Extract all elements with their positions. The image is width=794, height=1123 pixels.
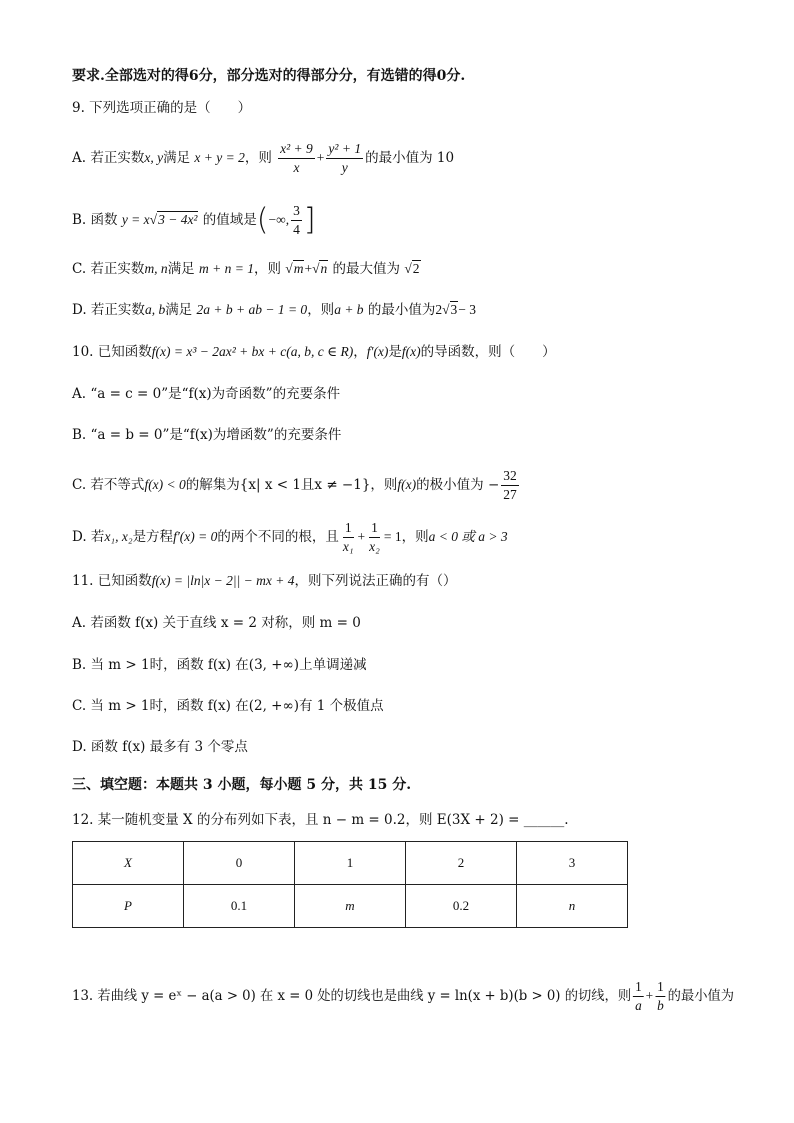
q9-option-b [72,202,316,239]
q9a-plus: + [316,150,325,165]
q12-stem: 12. 某一随机变量 X 的分布列如下表，且 n − m = 0.2，则 E(3X + 2) = ______. [72,812,569,828]
table-cell: X [73,842,184,885]
q9a-vars: x, y [144,150,164,165]
q9d-expr: a + b [334,302,364,317]
q9b-right-bracket: ] [303,202,316,238]
q10d-frac-1: $\frac{1}{\text{x₁}}$ [342,520,354,554]
q13-stem: 13. 若曲线 y = eˣ − a(a > 0) 在 x = 0 处的切线也是曲线 y = ln(x + b)(b > 0) 的切线，则 $\frac{1}{a}$ + $\frac{1}{b}$ 的最小值为 [72,979,735,1013]
q9a-cond: x + y = 2 [194,150,245,165]
q9c-vars: m, n [144,261,168,276]
table-cell: 3 [517,842,628,885]
q9c-label: C. 若正实数 [72,261,145,277]
q10c-frac: $\frac{32}{27}$ [503,468,517,502]
q9d-cond-text: 满足 [165,302,193,318]
scoring-note: 要求.全部选对的得6分，部分选对的得部分分，有选错的得0分. [72,68,466,84]
q10-option-c: C. 若不等式f(x) < 0的解集为{x| x < 1且x ≠ −1}，则f(x)的极小值为 − $\frac{32}{27}$ [72,468,517,502]
distribution-table [72,841,628,928]
q11-stem: 11. 已知函数f(x) = |ln|x − 2|| − mx + 4，则下列说法正确的有（） [72,573,457,589]
q11-option-c: C. 当 m > 1时，函数 f(x) 在(2, +∞)有 1 个极值点 [72,698,384,714]
q9b-mid: 的值域是 [202,212,257,228]
q9b-left-paren: ( [256,202,269,238]
table-row-p [73,885,628,928]
q9d-sqrt-3: √3 [442,302,458,317]
q9-option-c: C. 若正实数m, n满足 m + n = 1，则 √m+√n 的最大值为 √2 [72,261,420,277]
q9-option-d: D. 若正实数a, b满足 2a + b + ab − 1 = 0，则a + b 的最小值为2√3− 3 [72,302,477,318]
table-cell: 0 [183,842,294,885]
q9a-tail: 的最小值为 10 [365,150,455,166]
q9a-label: A. 若正实数 [72,150,145,166]
q9b-sqrt: √3 − 4x² [149,212,198,227]
q10-option-d: D. 若x₁, x₂是方程f′(x) = 0的两个不同的根，且 $\frac{1}{\text{x₁}}$ + $\frac{1}{\text{x₂}}$ = 1，则a < 0 或 a > 3 [72,520,508,554]
q10-func: f(x) = x³ − 2ax² + bx + c(a, b, c ∈ R) [151,344,354,359]
q9a-cond-text: 满足 [163,150,191,166]
q9c-cond: m + n = 1 [198,261,254,276]
q11-option-b: B. 当 m > 1时，函数 f(x) 在(3, +∞)上单调递减 [72,657,367,673]
q9a-frac-1: $\frac{\text{x² + 9}}{x}$ [280,141,313,175]
table-cell: n [517,885,628,928]
q11-option-d: D. 函数 f(x) 最多有 3 个零点 [72,739,248,755]
table-row-x [73,842,628,885]
q9c-cond-text: 满足 [167,261,195,277]
q9b-frac: $\frac{3}{4}$ [293,203,300,237]
q10-option-b: B. “a = b = 0”是“f(x)为增函数”的充要条件 [72,427,342,443]
q9-stem: 9. 下列选项正确的是（ ） [72,100,252,116]
q13-frac-2: $\frac{1}{b}$ [657,979,664,1013]
q9-option-a [72,140,454,177]
q9b-label: B. 函数 [72,212,118,228]
table-cell: 1 [295,842,406,885]
section-3-heading: 三、填空题：本题共 3 小题，每小题 5 分，共 15 分. [72,777,412,793]
table-cell: 2 [405,842,516,885]
q9d-cond: 2a + b + ab − 1 = 0 [196,302,308,317]
q9a-frac-2: $\frac{\text{y² + 1}}{y}$ [328,141,362,175]
q9c-sqrt-2: √2 [404,261,420,276]
q10d-frac-2: $\frac{1}{\text{x₂}}$ [369,520,380,554]
q9d-mid: 的最小值为 [367,302,436,318]
q9d-then: ，则 [307,302,335,318]
q10-option-a: A. “a = c = 0”是“f(x)为奇函数”的充要条件 [72,386,341,402]
q9b-expr: y = x [121,212,150,227]
q11-func: f(x) = |ln|x − 2|| − mx + 4 [151,573,295,588]
q9c-then: ，则 [253,261,281,277]
q9c-sqrt-n: √n [312,261,328,276]
q9b-inf: −∞, [268,212,290,227]
q9a-then: ，则 [244,150,272,166]
q9d-label: D. 若正实数 [72,302,145,318]
q9c-sqrt-m: √m [285,261,304,276]
table-cell: m [295,885,406,928]
q13-frac-1: $\frac{1}{a}$ [635,979,642,1013]
q10-stem: 10. 已知函数f(x) = x³ − 2ax² + bx + c(a, b, c ∈ R)，f′(x)是f(x)的导函数，则（ ） [72,344,556,360]
table-cell: 0.2 [405,885,516,928]
q11-option-a: A. 若函数 f(x) 关于直线 x = 2 对称，则 m = 0 [72,615,361,631]
q9d-vars: a, b [144,302,166,317]
table-cell: 0.1 [183,885,294,928]
table-cell: P [73,885,184,928]
q9c-mid: 的最大值为 [332,261,401,277]
